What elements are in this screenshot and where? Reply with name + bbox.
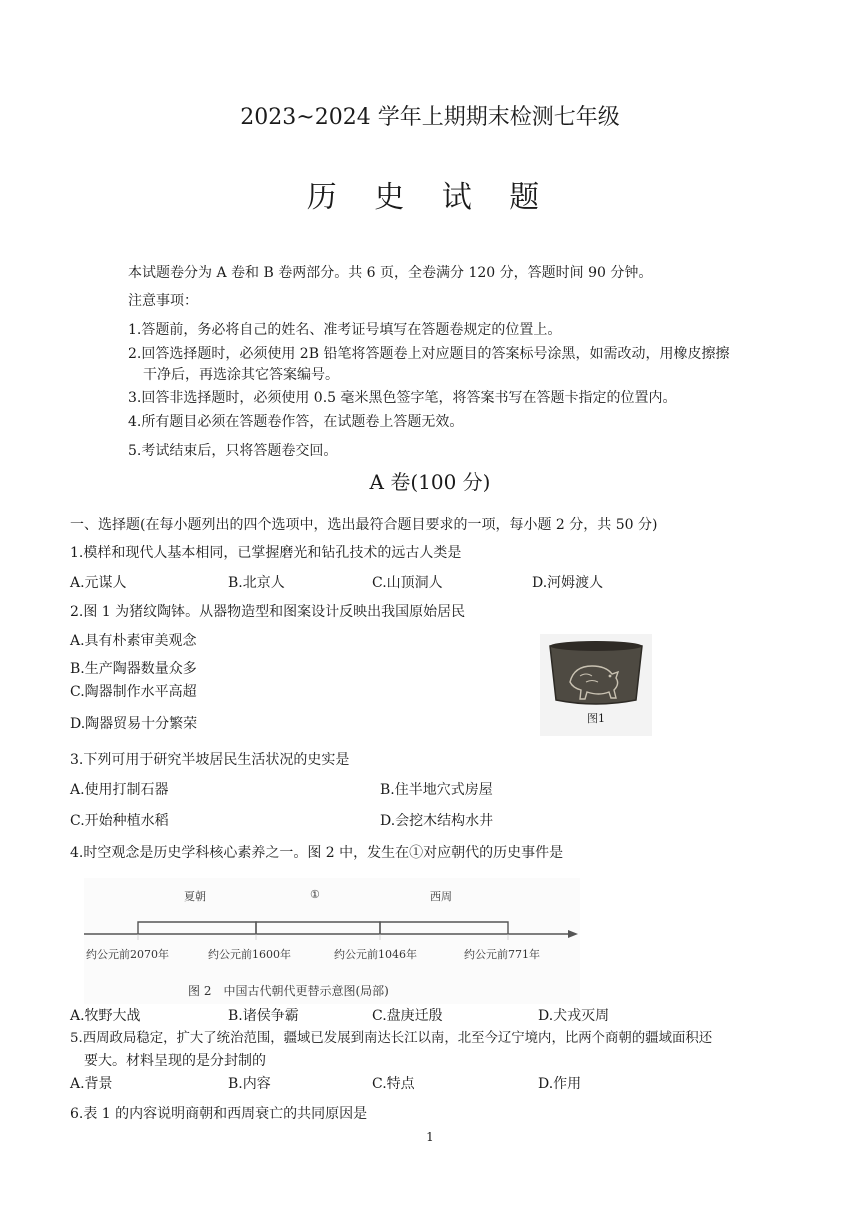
figure-1-pottery-image (540, 634, 652, 736)
page-number: 1 (426, 1130, 434, 1144)
note-item-continuation: 干净后，再选涂其它答案编号。 (143, 367, 339, 383)
question-5-option-c: C.特点 (372, 1076, 415, 1092)
exam-title: 历 史 试 题 (306, 180, 554, 215)
question-2-option-d: D.陶器贸易十分繁荣 (70, 716, 198, 732)
question-3-option-c: C.开始种植水稻 (70, 813, 169, 829)
question-2-stem: 2.图 1 为猪纹陶钵。从器物造型和图案设计反映出我国原始居民 (70, 604, 466, 620)
timeline-segment-1: ① (310, 888, 320, 901)
question-1-option-a: A.元谋人 (70, 575, 127, 591)
timeline-date: 约公元前2070年 (86, 948, 169, 961)
question-3-option-b: B.住半地穴式房屋 (380, 782, 493, 798)
note-item: 1.答题前，务必将自己的姓名、准考证号填写在答题卷规定的位置上。 (128, 322, 562, 338)
question-5-option-b: B.内容 (228, 1076, 271, 1092)
question-2-option-a: A.具有朴素审美观念 (70, 633, 197, 649)
question-2-option-b: B.生产陶器数量众多 (70, 661, 197, 677)
timeline-date: 约公元前1046年 (334, 948, 417, 961)
timeline-date: 约公元前771年 (464, 948, 540, 961)
timeline-segment-western-zhou: 西周 (430, 890, 452, 903)
figure-2-caption: 图 2 中国古代朝代更替示意图(局部) (188, 984, 389, 998)
question-5-stem: 5.西周政局稳定，扩大了统治范围，疆域已发展到南达长江以南，北至今辽宁境内，比两个商朝的疆域面积还 (70, 1031, 713, 1046)
exam-header-line1: 2023~2024 学年上期期末检测七年级 (240, 105, 620, 130)
question-4-option-c: C.盘庚迁殷 (372, 1008, 443, 1024)
note-item: 3.回答非选择题时，必须使用 0.5 毫米黑色签字笔，将答案书写在答题卡指定的位置内。 (128, 390, 677, 406)
question-4-option-d: D.犬戎灭周 (538, 1008, 610, 1024)
figure-2-timeline (84, 878, 580, 1004)
timeline-date: 约公元前1600年 (208, 948, 291, 961)
question-5-option-d: D.作用 (538, 1076, 582, 1092)
question-3-option-d: D.会挖木结构水井 (380, 813, 494, 829)
question-1-stem: 1.模样和现代人基本相同，已掌握磨光和钻孔技术的远古人类是 (70, 545, 462, 561)
question-1-option-c: C.山顶洞人 (372, 575, 443, 591)
note-item: 4.所有题目必须在答题卷作答，在试题卷上答题无效。 (128, 414, 464, 430)
question-3-option-a: A.使用打制石器 (70, 782, 169, 798)
question-2-option-c: C.陶器制作水平高超 (70, 684, 197, 700)
section-a-title: A 卷(100 分) (369, 470, 491, 494)
timeline-segment-xia: 夏朝 (184, 890, 206, 903)
figure-1-label: 图1 (587, 712, 605, 725)
question-3-stem: 3.下列可用于研究半坡居民生活状况的史实是 (70, 752, 350, 768)
question-5-option-a: A.背景 (70, 1076, 113, 1092)
note-item: 2.回答选择题时，必须使用 2B 铅笔将答题卷上对应题目的答案标号涂黑，如需改动，用橡皮擦擦 (128, 346, 730, 362)
intro-description: 本试题卷分为 A 卷和 B 卷两部分。共 6 页，全卷满分 120 分，答题时间 90 分钟。 (128, 265, 653, 281)
part1-heading: 一、选择题(在每小题列出的四个选项中，选出最符合题目要求的一项，每小题 2 分，共 50 分) (70, 517, 658, 533)
question-4-stem: 4.时空观念是历史学科核心素养之一。图 2 中，发生在①对应朝代的历史事件是 (70, 845, 564, 861)
question-4-option-a: A.牧野大战 (70, 1008, 141, 1024)
question-5-stem-continuation: 要大。材料呈现的是分封制的 (84, 1053, 266, 1069)
question-1-option-b: B.北京人 (228, 575, 285, 591)
note-item: 5.考试结束后，只将答题卷交回。 (128, 443, 338, 459)
question-4-option-b: B.诸侯争霸 (228, 1008, 299, 1024)
question-6-stem: 6.表 1 的内容说明商朝和西周衰亡的共同原因是 (70, 1106, 368, 1122)
question-1-option-d: D.河姆渡人 (532, 575, 604, 591)
notes-title: 注意事项： (128, 293, 198, 309)
